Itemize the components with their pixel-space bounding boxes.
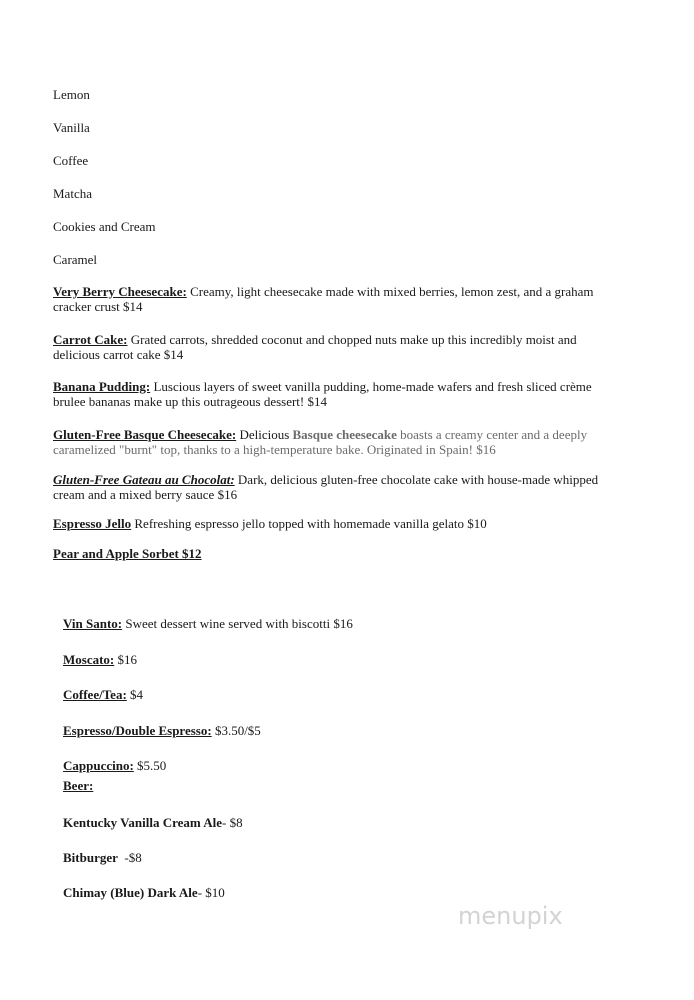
- flavor-lemon: Lemon: [53, 87, 90, 102]
- carrot-cake-name: Carrot Cake:: [53, 332, 128, 347]
- espresso-name: Espresso/Double Espresso:: [63, 723, 212, 738]
- gateau-line-1: [53, 472, 598, 487]
- basque-cheesecake-desc-a: Delicious: [236, 427, 293, 442]
- basque-cheesecake-line-1: [53, 427, 587, 442]
- cappuccino-name: Cappuccino:: [63, 758, 134, 773]
- very-berry-cheesecake-line-1: [53, 284, 594, 299]
- basque-cheesecake-desc-c: boasts a creamy center and a deeply: [396, 427, 588, 442]
- sorbet-line: Pear and Apple Sorbet $12: [53, 546, 202, 561]
- espresso-price: $3.50/$5: [211, 723, 261, 738]
- kentucky-ale-line: [63, 815, 243, 830]
- bitburger-line: [63, 850, 142, 865]
- beer-header: Beer:: [63, 778, 94, 793]
- coffee-tea-price: $4: [126, 687, 144, 702]
- flavor-matcha: Matcha: [53, 186, 92, 201]
- carrot-cake-line-1: [53, 332, 577, 347]
- flavor-cookies-and-cream: Cookies and Cream: [53, 219, 156, 234]
- menupix-watermark: menupix: [458, 902, 563, 930]
- vin-santo-line: [63, 616, 353, 631]
- moscato-name: Moscato:: [63, 652, 115, 667]
- very-berry-cheesecake-name: Very Berry Cheesecake:: [53, 284, 187, 299]
- bitburger-price: -$8: [117, 850, 142, 865]
- coffee-tea-line: [63, 687, 143, 702]
- kentucky-ale-price: - $8: [222, 815, 243, 830]
- gateau-name: Gluten-Free Gateau au Chocolat:: [53, 472, 235, 487]
- espresso-line: [63, 723, 261, 738]
- coffee-tea-name: Coffee/Tea:: [63, 687, 127, 702]
- very-berry-cheesecake-line-2: cracker crust $14: [53, 299, 143, 314]
- kentucky-ale-name: Kentucky Vanilla Cream Ale: [63, 815, 223, 830]
- espresso-jello-name: Espresso Jello: [53, 516, 132, 531]
- bitburger-name: Bitburger: [63, 850, 118, 865]
- banana-pudding-desc: Luscious layers of sweet vanilla pudding, home-made wafers and fresh sliced crème: [150, 379, 592, 394]
- cappuccino-price: $5.50: [133, 758, 167, 773]
- gateau-desc: Dark, delicious gluten-free chocolate cake with house-made whipped: [234, 472, 599, 487]
- basque-cheesecake-line-2: caramelized "burnt" top, thanks to a high-temperature bake. Originated in Spain! $16: [53, 442, 496, 457]
- flavor-caramel: Caramel: [53, 252, 98, 267]
- basque-cheesecake-name: Gluten-Free Basque Cheesecake:: [53, 427, 237, 442]
- carrot-cake-line-2: delicious carrot cake $14: [53, 347, 184, 362]
- moscato-price: $16: [114, 652, 138, 667]
- banana-pudding-line-1: [53, 379, 592, 394]
- chimay-line: [63, 885, 225, 900]
- very-berry-cheesecake-desc: Creamy, light cheesecake made with mixed berries, lemon zest, and a graham: [186, 284, 594, 299]
- chimay-name: Chimay (Blue) Dark Ale: [63, 885, 198, 900]
- banana-pudding-line-2: brulee bananas make up this outrageous dessert! $14: [53, 394, 328, 409]
- carrot-cake-desc: Grated carrots, shredded coconut and chopped nuts make up this incredibly moist and: [127, 332, 577, 347]
- flavor-vanilla: Vanilla: [53, 120, 90, 135]
- vin-santo-desc: Sweet dessert wine served with biscotti $16: [122, 616, 353, 631]
- cappuccino-line: [63, 758, 166, 773]
- flavor-coffee: Coffee: [53, 153, 89, 168]
- banana-pudding-name: Banana Pudding:: [53, 379, 151, 394]
- vin-santo-name: Vin Santo:: [63, 616, 123, 631]
- chimay-price: - $10: [197, 885, 225, 900]
- espresso-jello-desc: Refreshing espresso jello topped with homemade vanilla gelato $10: [131, 516, 487, 531]
- moscato-line: [63, 652, 137, 667]
- gateau-line-2: cream and a mixed berry sauce $16: [53, 487, 238, 502]
- basque-cheesecake-highlight: Basque cheesecake: [292, 427, 397, 442]
- espresso-jello-line: [53, 516, 487, 531]
